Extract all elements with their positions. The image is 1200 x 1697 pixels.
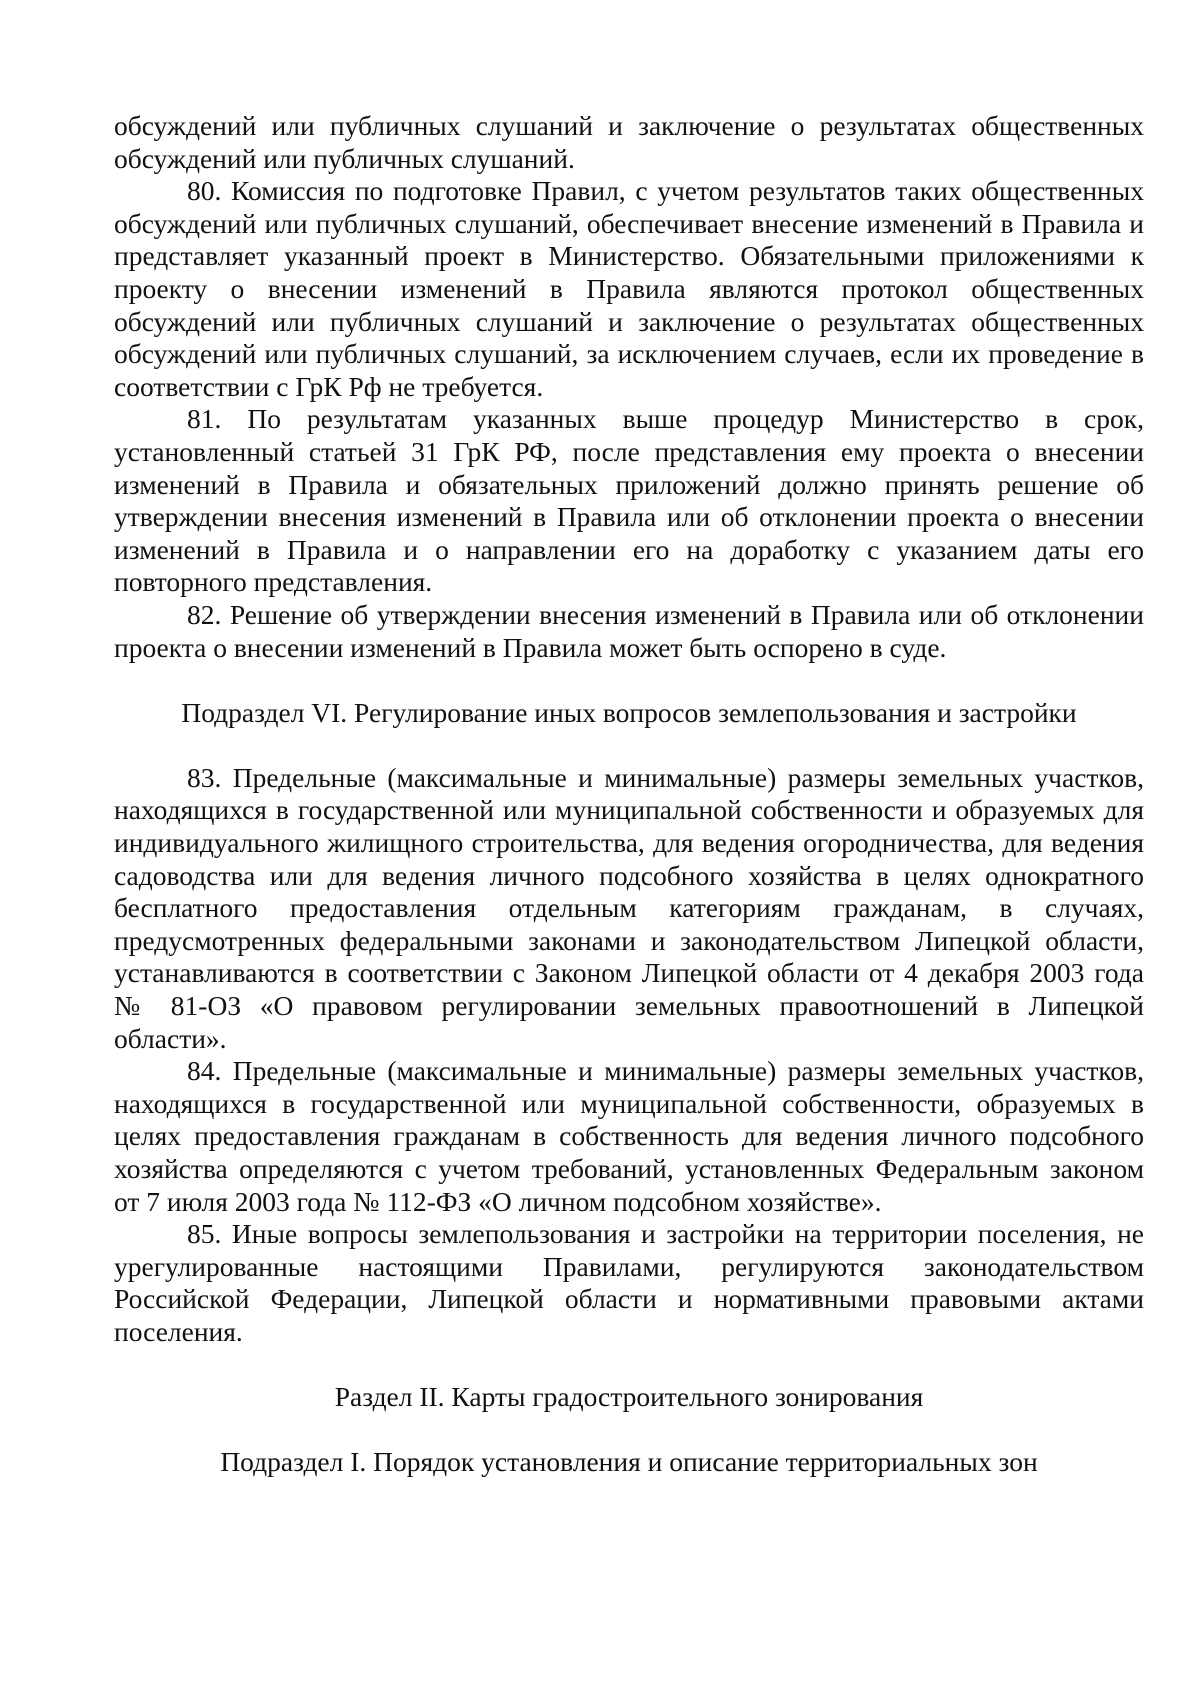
paragraph-82: 82. Решение об утверждении внесения изменений в Правила или об отклонении проекта о внесении изменений в Правила может быть оспорено в суде. [114,598,1144,663]
paragraph-80: 80. Комиссия по подготовке Правил, с учетом результатов таких общественных обсуждений или публичных слушаний, обеспечивает внесение изменений в Правила и представляет указанный проект в Министерство. Обязательными приложениями к проекту о внесении изменений в Правила являются протокол общественных обсуждений или публичных слушаний и заключение о результатах общественных обсуждений или публичных слушаний, за исключением случаев, если их проведение в соответствии с ГрК Рф не требуется. [114,175,1144,402]
heading-section-2: Раздел II. Карты градостроительного зонирования [334,1381,924,1413]
spacer [114,1414,1144,1447]
paragraph-85: 85. Иные вопросы землепользования и застройки на территории поселения, не урегулированные настоящими Правилами, регулируются законодательством Российской Федерации, Липецкой области и нормативными правовыми актами поселения. [114,1218,1144,1347]
heading-subsection-6: Подраздел VI. Регулирование иных вопросов землепользования и застройки [181,696,1077,728]
spacer [114,729,1144,762]
spacer [114,664,1144,697]
paragraph-83: 83. Предельные (максимальные и минимальные) размеры земельных участков, находящихся в государственной или муниципальной собственности и образуемых для индивидуального жилищного строительства, для ведения огородничества, для ведения садоводства или для ведения личного подсобного хозяйства в целях однократного бесплатного предоставления отдельным категориям гражданам, в случаях, предусмотренных федеральными законами и законодательством Липецкой области, устанавливаются в соответствии с Законом Липецкой области от 4 декабря 2003 года № 81-ОЗ «О правовом регулировании земельных правоотношений в Липецкой области». [114,761,1144,1054]
document-page [114,110,1144,1479]
paragraph-81: 81. По результатам указанных выше процедур Министерство в срок, установленный статьей 31 ГрК РФ, после представления ему проекта о внесении изменений в Правила и обязательных приложений должно принять решение об утверждении внесения изменений в Правила или об отклонении проекта о внесении изменений в Правила и о направлении его на доработку с указанием даты его повторного представления. [114,403,1144,598]
paragraph-intro: обсуждений или публичных слушаний и заключение о результатах общественных обсуждений или публичных слушаний. [114,110,1144,174]
spacer [114,1349,1144,1382]
paragraph-84: 84. Предельные (максимальные и минимальные) размеры земельных участков, находящихся в государственной или муниципальной собственности, образуемых в целях предоставления гражданам в собственность для ведения личного подсобного хозяйства определяются с учетом требований, установленных Федеральным законом от 7 июля 2003 года № 112-ФЗ «О личном подсобном хозяйстве». [114,1055,1144,1217]
heading-subsection-1: Подраздел I. Порядок установления и описание территориальных зон [220,1446,1038,1478]
